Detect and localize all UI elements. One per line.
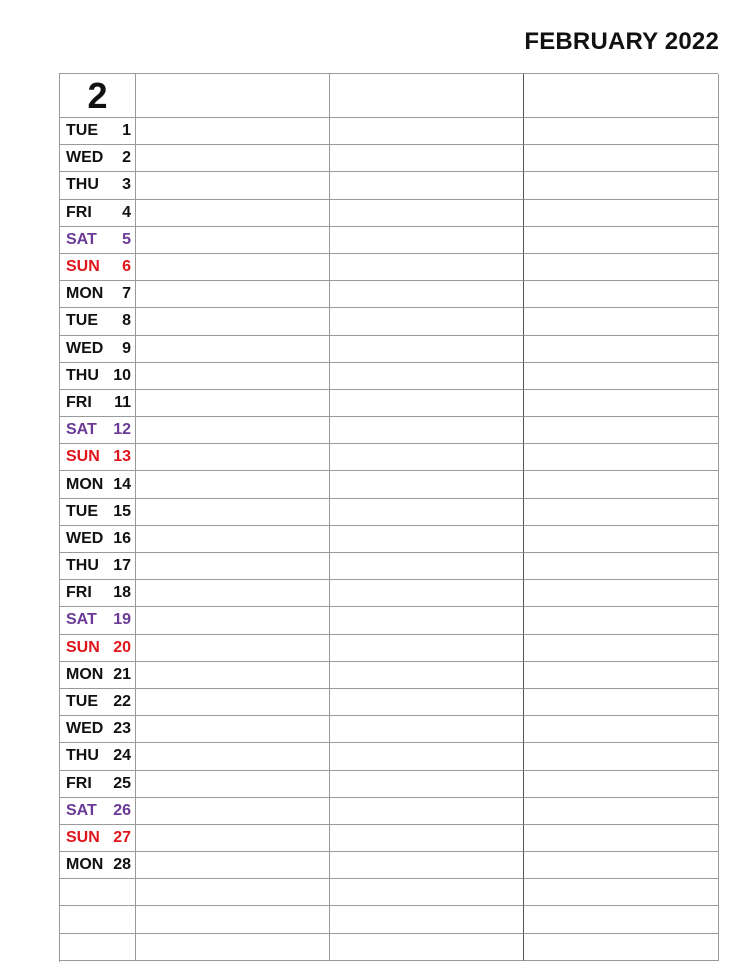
day-of-week: MON	[66, 856, 104, 874]
day-number: 17	[113, 557, 131, 575]
note-cell[interactable]	[524, 390, 719, 417]
note-cell[interactable]	[330, 227, 524, 254]
note-cell[interactable]	[136, 716, 330, 743]
day-number: 20	[113, 638, 131, 656]
note-cell[interactable]	[330, 145, 524, 172]
day-of-week: SAT	[66, 421, 97, 439]
day-of-week: WED	[66, 149, 104, 167]
note-cell[interactable]	[524, 879, 719, 906]
note-cell[interactable]	[524, 308, 719, 335]
note-cell[interactable]	[330, 118, 524, 145]
note-header-cell[interactable]	[330, 74, 524, 118]
day-label-cell	[60, 281, 136, 308]
day-number: 28	[113, 856, 131, 874]
note-cell[interactable]	[136, 825, 330, 852]
note-cell[interactable]	[524, 471, 719, 498]
day-number: 6	[122, 258, 131, 276]
day-number: 8	[122, 312, 131, 330]
note-cell[interactable]	[136, 906, 330, 933]
note-cell[interactable]	[136, 417, 330, 444]
note-cell[interactable]	[136, 607, 330, 634]
note-cell[interactable]	[524, 580, 719, 607]
note-cell[interactable]	[330, 689, 524, 716]
day-label-cell	[60, 145, 136, 172]
day-number: 25	[113, 774, 131, 792]
day-of-week: THU	[66, 176, 99, 194]
note-cell[interactable]	[136, 390, 330, 417]
note-cell[interactable]	[136, 118, 330, 145]
note-cell[interactable]	[136, 200, 330, 227]
note-cell[interactable]	[136, 281, 330, 308]
note-cell[interactable]	[524, 553, 719, 580]
note-cell[interactable]	[330, 363, 524, 390]
day-of-week: FRI	[66, 393, 92, 411]
note-cell[interactable]	[330, 308, 524, 335]
note-cell[interactable]	[136, 580, 330, 607]
day-of-week: MON	[66, 475, 104, 493]
day-label-cell	[60, 417, 136, 444]
note-cell[interactable]	[330, 662, 524, 689]
day-of-week: SAT	[66, 611, 97, 629]
day-of-week: MON	[66, 665, 104, 683]
note-cell[interactable]	[136, 363, 330, 390]
day-number: 21	[113, 665, 131, 683]
day-label-cell	[60, 336, 136, 363]
note-cell[interactable]	[330, 580, 524, 607]
day-of-week: SUN	[66, 448, 100, 466]
note-cell[interactable]	[330, 798, 524, 825]
note-cell[interactable]	[330, 336, 524, 363]
note-cell[interactable]	[330, 417, 524, 444]
note-cell[interactable]	[524, 743, 719, 770]
day-number: 26	[113, 801, 131, 819]
note-cell[interactable]	[136, 308, 330, 335]
day-label-cell	[60, 390, 136, 417]
day-label-cell	[60, 308, 136, 335]
note-cell[interactable]	[524, 906, 719, 933]
note-cell[interactable]	[136, 771, 330, 798]
note-cell[interactable]	[330, 526, 524, 553]
note-cell[interactable]	[524, 499, 719, 526]
note-cell[interactable]	[330, 553, 524, 580]
note-cell[interactable]	[524, 336, 719, 363]
note-cell[interactable]	[330, 934, 524, 961]
note-cell[interactable]	[524, 716, 719, 743]
day-label-cell	[60, 716, 136, 743]
note-cell[interactable]	[136, 336, 330, 363]
note-cell[interactable]	[136, 172, 330, 199]
day-number: 27	[113, 828, 131, 846]
day-of-week: SAT	[66, 230, 97, 248]
note-cell[interactable]	[136, 553, 330, 580]
note-cell[interactable]	[524, 227, 719, 254]
note-cell[interactable]	[136, 852, 330, 879]
day-number: 7	[122, 285, 131, 303]
day-number: 16	[113, 529, 131, 547]
note-header-cell[interactable]	[136, 74, 330, 118]
note-cell[interactable]	[136, 798, 330, 825]
day-of-week: WED	[66, 720, 104, 738]
note-cell[interactable]	[330, 499, 524, 526]
note-cell[interactable]	[330, 906, 524, 933]
note-cell[interactable]	[524, 444, 719, 471]
day-of-week: SUN	[66, 828, 100, 846]
day-number: 5	[122, 230, 131, 248]
note-cell[interactable]	[524, 771, 719, 798]
note-cell[interactable]	[136, 526, 330, 553]
day-number: 14	[113, 475, 131, 493]
note-cell[interactable]	[136, 689, 330, 716]
day-label-cell	[60, 662, 136, 689]
note-cell[interactable]	[524, 635, 719, 662]
day-of-week: TUE	[66, 502, 98, 520]
note-cell[interactable]	[330, 390, 524, 417]
day-of-week: THU	[66, 747, 99, 765]
note-cell[interactable]	[330, 743, 524, 770]
day-of-week: MON	[66, 285, 104, 303]
day-label-cell	[60, 852, 136, 879]
day-of-week: THU	[66, 557, 99, 575]
day-label-cell	[60, 172, 136, 199]
note-cell[interactable]	[330, 172, 524, 199]
note-cell[interactable]	[330, 716, 524, 743]
note-cell[interactable]	[330, 471, 524, 498]
note-cell[interactable]	[524, 662, 719, 689]
note-cell[interactable]	[524, 363, 719, 390]
day-of-week: TUE	[66, 312, 98, 330]
day-label-cell	[60, 471, 136, 498]
day-label-cell	[60, 444, 136, 471]
day-number: 12	[113, 421, 131, 439]
day-label-cell	[60, 499, 136, 526]
note-cell[interactable]	[136, 879, 330, 906]
note-cell[interactable]	[524, 417, 719, 444]
note-cell[interactable]	[136, 444, 330, 471]
day-of-week: SUN	[66, 258, 100, 276]
day-number: 4	[122, 203, 131, 221]
note-cell[interactable]	[524, 200, 719, 227]
day-label-cell	[60, 635, 136, 662]
day-label-cell	[60, 798, 136, 825]
day-of-week: WED	[66, 339, 104, 357]
note-header-cell[interactable]	[524, 74, 719, 118]
day-number: 2	[122, 149, 131, 167]
day-label-cell	[60, 825, 136, 852]
note-cell[interactable]	[136, 934, 330, 961]
note-cell[interactable]	[524, 825, 719, 852]
note-cell[interactable]	[330, 281, 524, 308]
blank-label-cell	[60, 879, 136, 906]
note-cell[interactable]	[524, 689, 719, 716]
day-number: 10	[113, 366, 131, 384]
day-of-week: SUN	[66, 638, 100, 656]
day-of-week: FRI	[66, 774, 92, 792]
note-cell[interactable]	[524, 607, 719, 634]
day-number: 15	[113, 502, 131, 520]
day-number: 13	[113, 448, 131, 466]
day-of-week: WED	[66, 529, 104, 547]
note-cell[interactable]	[524, 934, 719, 961]
day-of-week: FRI	[66, 584, 92, 602]
note-cell[interactable]	[136, 471, 330, 498]
note-cell[interactable]	[330, 879, 524, 906]
day-label-cell	[60, 607, 136, 634]
month-number: 2	[60, 74, 136, 118]
day-of-week: SAT	[66, 801, 97, 819]
blank-label-cell	[60, 906, 136, 933]
day-of-week: FRI	[66, 203, 92, 221]
day-of-week: TUE	[66, 693, 98, 711]
note-cell[interactable]	[524, 798, 719, 825]
day-label-cell	[60, 118, 136, 145]
day-number: 11	[114, 393, 131, 411]
day-of-week: TUE	[66, 122, 98, 140]
note-cell[interactable]	[136, 635, 330, 662]
note-cell[interactable]	[524, 526, 719, 553]
calendar-grid	[59, 73, 718, 962]
note-cell[interactable]	[136, 499, 330, 526]
day-label-cell	[60, 526, 136, 553]
blank-label-cell	[60, 934, 136, 961]
note-cell[interactable]	[524, 281, 719, 308]
day-label-cell	[60, 689, 136, 716]
note-cell[interactable]	[136, 743, 330, 770]
note-cell[interactable]	[136, 227, 330, 254]
day-number: 24	[113, 747, 131, 765]
day-label-cell	[60, 227, 136, 254]
note-cell[interactable]	[330, 254, 524, 281]
note-cell[interactable]	[524, 254, 719, 281]
note-cell[interactable]	[330, 607, 524, 634]
note-cell[interactable]	[330, 771, 524, 798]
day-of-week: THU	[66, 366, 99, 384]
day-label-cell	[60, 580, 136, 607]
day-label-cell	[60, 553, 136, 580]
note-cell[interactable]	[136, 662, 330, 689]
note-cell[interactable]	[330, 200, 524, 227]
day-number: 22	[113, 693, 131, 711]
note-cell[interactable]	[524, 172, 719, 199]
page-title: FEBRUARY 2022	[524, 28, 719, 55]
note-cell[interactable]	[136, 254, 330, 281]
day-label-cell	[60, 363, 136, 390]
day-label-cell	[60, 743, 136, 770]
note-cell[interactable]	[330, 444, 524, 471]
note-cell[interactable]	[136, 145, 330, 172]
day-number: 19	[113, 611, 131, 629]
note-cell[interactable]	[524, 145, 719, 172]
day-number: 1	[122, 122, 131, 140]
day-label-cell	[60, 254, 136, 281]
day-number: 23	[113, 720, 131, 738]
note-cell[interactable]	[330, 825, 524, 852]
day-label-cell	[60, 771, 136, 798]
note-cell[interactable]	[330, 635, 524, 662]
day-number: 9	[122, 339, 131, 357]
note-cell[interactable]	[330, 852, 524, 879]
note-cell[interactable]	[524, 118, 719, 145]
day-number: 3	[122, 176, 131, 194]
day-label-cell	[60, 200, 136, 227]
note-cell[interactable]	[524, 852, 719, 879]
day-number: 18	[113, 584, 131, 602]
